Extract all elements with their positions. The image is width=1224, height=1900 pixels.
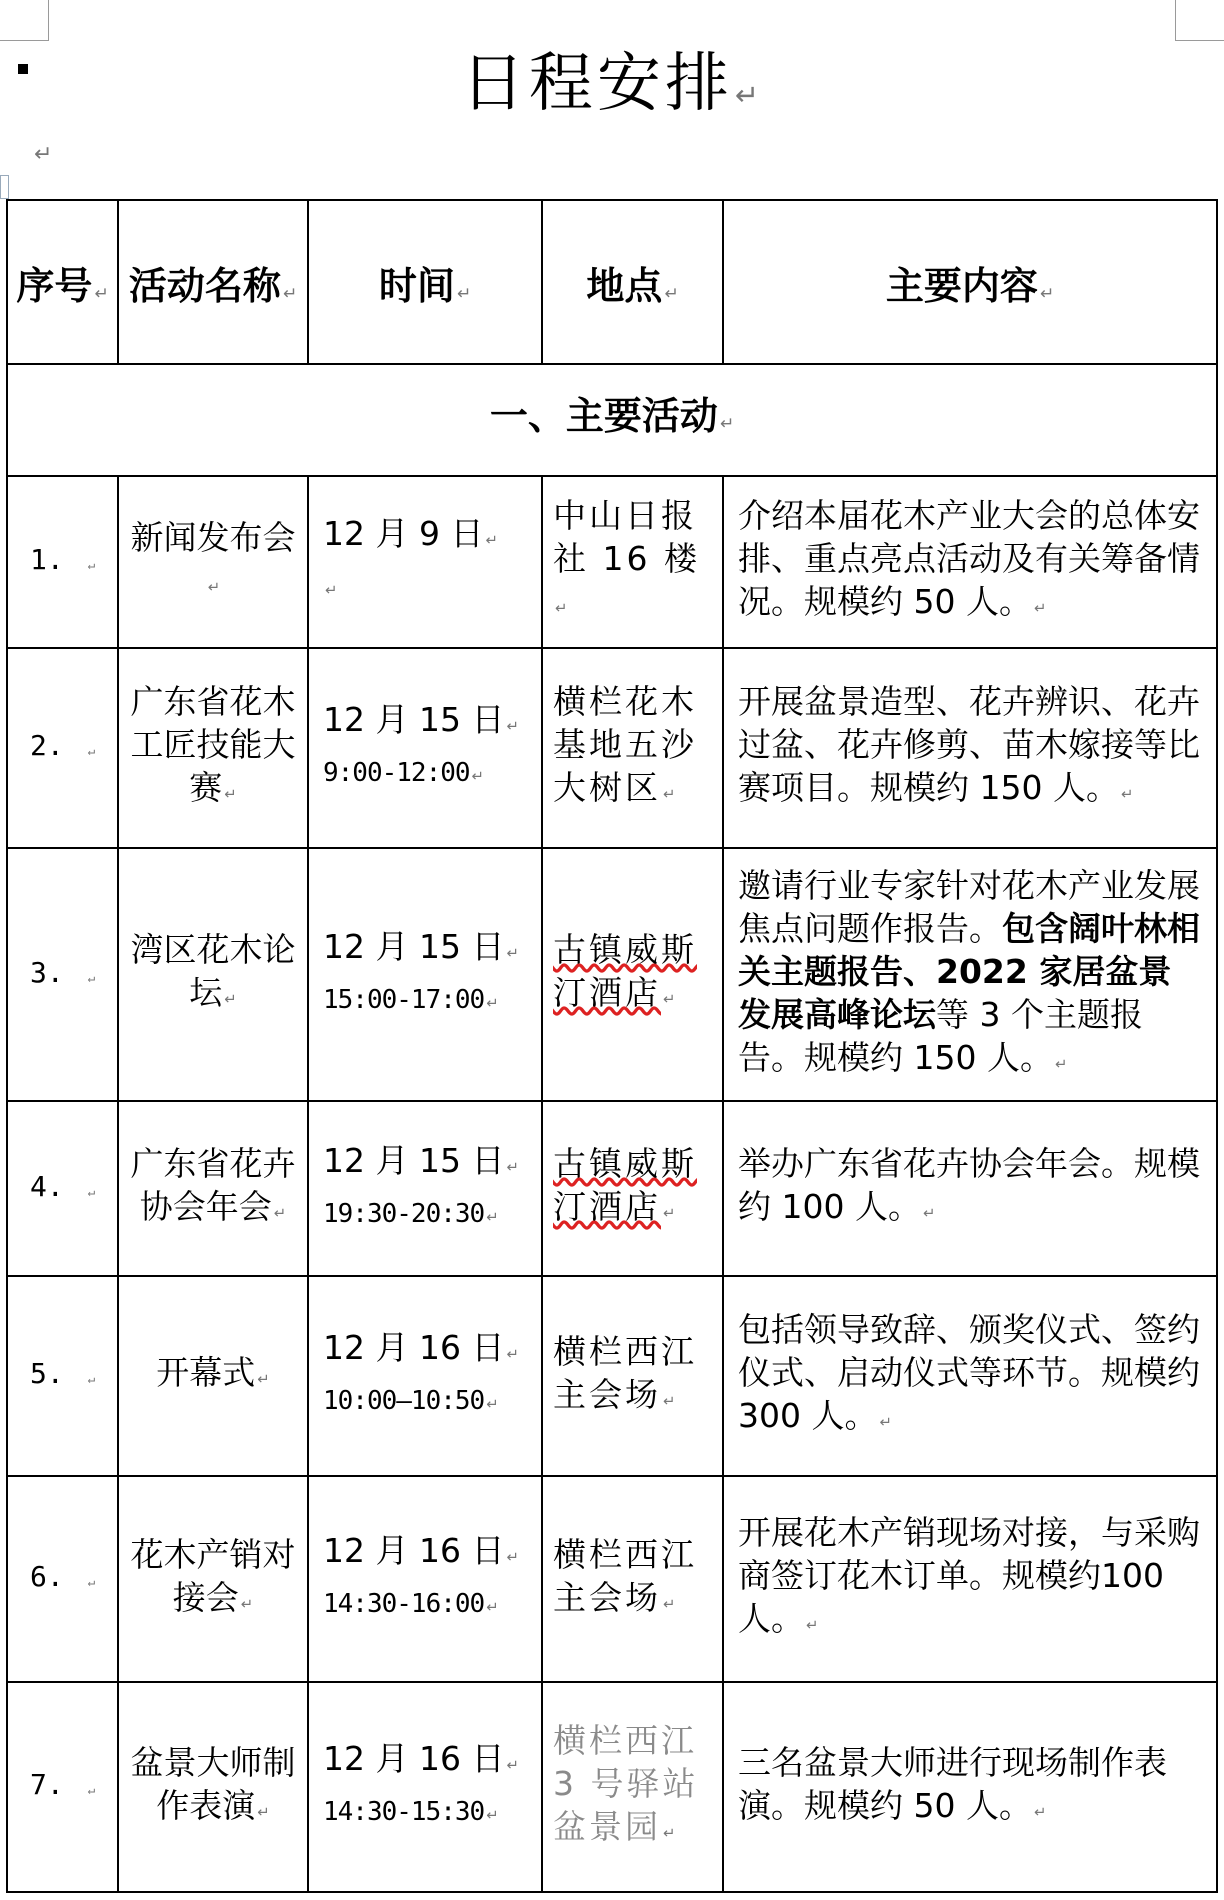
- cell-time: 12 月 15 日 ↵ 19:30-20:30 ↵: [308, 1101, 542, 1276]
- table-select-handle[interactable]: [0, 175, 9, 199]
- paragraph-mark-icon: ↵: [734, 78, 764, 112]
- cell-content: 举办广东省花卉协会年会。规模约 100 人。 ↵: [723, 1101, 1217, 1276]
- table-header-row: [7, 200, 1217, 364]
- cell-time: 12 月 16 日 ↵ 14:30-16:00 ↵: [308, 1476, 542, 1682]
- cell-place: 古镇威斯汀酒店 ↵: [542, 1101, 723, 1276]
- cell-name: 新闻发布会↵: [118, 476, 308, 648]
- header-place: 地点 ↵: [542, 200, 723, 364]
- table-row: [7, 1101, 1217, 1276]
- table-row: [7, 1682, 1217, 1892]
- cell-place: 古镇威斯汀酒店 ↵: [542, 848, 723, 1101]
- cell-place: 横栏西江主会场 ↵: [542, 1476, 723, 1682]
- cell-content: 介绍本届花木产业大会的总体安排、重点亮点活动及有关筹备情况。规模约 50 人。 ↵: [723, 476, 1217, 648]
- cell-name: 盆景大师制作表演 ↵: [118, 1682, 308, 1892]
- cell-name: 广东省花木工匠技能大赛 ↵: [118, 648, 308, 848]
- cell-content: 邀请行业专家针对花木产业发展焦点问题作报告。包含阔叶林相关主题报告、2022 家居盆景发展高峰论坛等 3 个主题报告。规模约 150 人。 ↵: [723, 848, 1217, 1101]
- cell-time: 12 月 9 日 ↵ ↵: [308, 476, 542, 648]
- cell-no: 2. ↵: [7, 648, 118, 848]
- table-row: [7, 1276, 1217, 1476]
- cell-name: 湾区花木论坛 ↵: [118, 848, 308, 1101]
- cell-name: 广东省花卉协会年会 ↵: [118, 1101, 308, 1276]
- table-row: [7, 648, 1217, 848]
- cell-time: 12 月 16 日 ↵ 14:30-15:30 ↵: [308, 1682, 542, 1892]
- header-name: 活动名称 ↵: [118, 200, 308, 364]
- cell-place: 中山日报社 16 楼↵: [542, 476, 723, 648]
- cell-time: 12 月 15 日 ↵ 9:00-12:00 ↵: [308, 648, 542, 848]
- cell-no: 3. ↵: [7, 848, 118, 1101]
- title-text: 日程安排: [460, 47, 733, 121]
- cell-content: 三名盆景大师进行现场制作表演。规模约 50 人。 ↵: [723, 1682, 1217, 1892]
- cell-name: 花木产销对接会 ↵: [118, 1476, 308, 1682]
- cell-place: 横栏西江主会场 ↵: [542, 1276, 723, 1476]
- cell-time: 12 月 16 日 ↵ 10:00—10:50 ↵: [308, 1276, 542, 1476]
- header-time: 时间 ↵: [308, 200, 542, 364]
- cell-content: 包括领导致辞、颁奖仪式、签约仪式、启动仪式等环节。规模约 300 人。 ↵: [723, 1276, 1217, 1476]
- cell-no: 4. ↵: [7, 1101, 118, 1276]
- section-row: [7, 364, 1217, 476]
- schedule-table: [6, 199, 1218, 1893]
- cell-time: 12 月 15 日 ↵ 15:00-17:00 ↵: [308, 848, 542, 1101]
- cell-content: 开展花木产销现场对接，与采购商签订花木订单。规模约100 人。 ↵: [723, 1476, 1217, 1682]
- table-row: [7, 1476, 1217, 1682]
- header-no: 序号 ↵: [7, 200, 118, 364]
- header-content: 主要内容 ↵: [723, 200, 1217, 364]
- cell-place: 横栏花木基地五沙大树区 ↵: [542, 648, 723, 848]
- cell-no: 6. ↵: [7, 1476, 118, 1682]
- cell-no: 1. ↵: [7, 476, 118, 648]
- cell-no: 5. ↵: [7, 1276, 118, 1476]
- desc-bold: 包含阔叶林相关主题报告、2022 家居盆景发展高峰论坛: [738, 908, 1200, 1034]
- section-title: 一、主要活动 ↵: [7, 364, 1217, 476]
- page-title: [0, 32, 1224, 124]
- table-row: [7, 848, 1217, 1101]
- table-row: [7, 476, 1217, 648]
- paragraph-mark-icon: ↵: [34, 142, 53, 167]
- cell-no: 7. ↵: [7, 1682, 118, 1892]
- cell-place: 横栏西江 3 号驿站盆景园 ↵: [542, 1682, 723, 1892]
- cell-content: 开展盆景造型、花卉辨识、花卉过盆、花卉修剪、苗木嫁接等比赛项目。规模约 150 人。 ↵: [723, 648, 1217, 848]
- cell-name: 开幕式 ↵: [118, 1276, 308, 1476]
